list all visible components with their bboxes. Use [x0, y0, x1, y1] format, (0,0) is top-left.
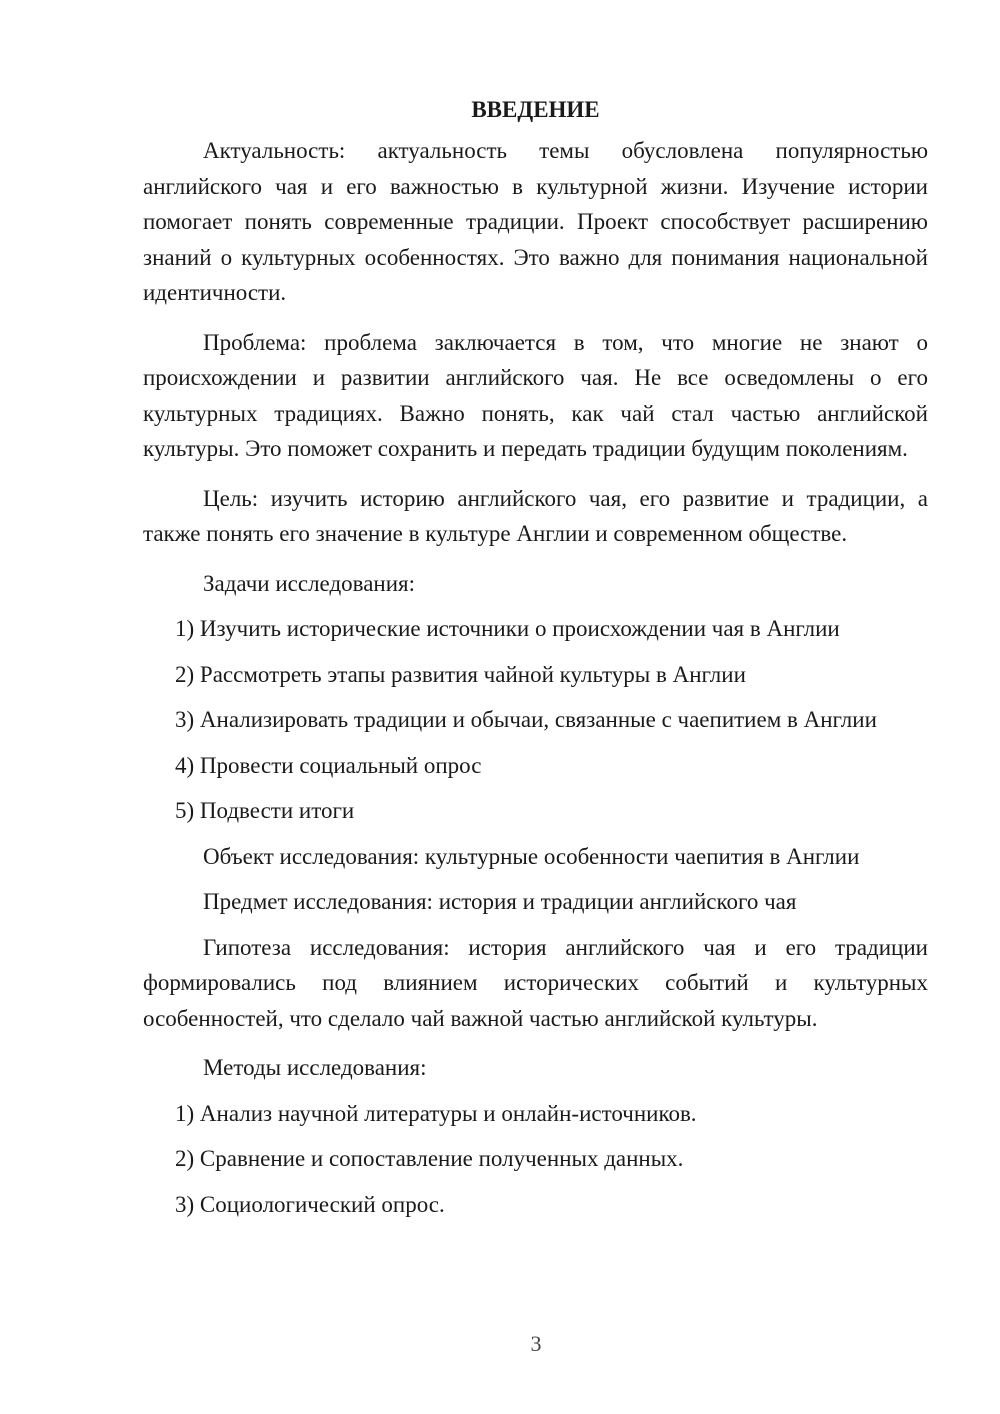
task-item: 1) Изучить исторические источники о происхождении чая в Англии [175, 616, 840, 641]
section-title: ВВЕДЕНИЕ [471, 97, 600, 122]
subject-line: Предмет исследования: история и традиции английского чая [203, 889, 797, 914]
hypothesis-paragraph: Гипотеза исследования: история английского чая и его традиции формировались под влиянием исторических событий и культурных особенностей, что сделало чай важной частью английской культуры. [143, 934, 928, 1031]
tasks-heading: Задачи исследования: [203, 570, 416, 596]
task-item: 4) Провести социальный опрос [175, 752, 482, 778]
goal-paragraph: Цель: изучить историю английского чая, его развитие и традиции, а также понять его значение в культуре Англии и современном обществе. [143, 485, 928, 546]
relevance-paragraph: Актуальность: актуальность темы обусловлена популярностью английского чая и его важностью в культурной жизни. Изучение истории помогает понять современные традиции. Проект способствует расширению знаний о культурных особенностях. Это важно для понимания национальной идентичности. [143, 138, 928, 305]
method-item: 1) Анализ научной литературы и онлайн-источников. [175, 1100, 697, 1126]
task-item: 2) Рассмотреть этапы развития чайной культуры в Англии [175, 661, 746, 687]
task-item: 3) Анализировать традиции и обычаи, связанные с чаепитием в Англии [175, 707, 877, 732]
task-item: 5) Подвести итоги [175, 798, 355, 823]
page-content [143, 92, 928, 1232]
method-item: 3) Социологический опрос. [175, 1191, 445, 1217]
page-number: 3 [530, 1331, 542, 1356]
object-line: Объект исследования: культурные особенности чаепития в Англии [203, 843, 860, 869]
problem-paragraph: Проблема: проблема заключается в том, что многие не знают о происхождении и развитии английского чая. Не все осведомлены о его культурных традициях. Важно понять, как чай стал частью английской культуры. Это поможет сохранить и передать традиции будущим поколениям. [143, 329, 928, 461]
methods-heading: Методы исследования: [203, 1055, 427, 1080]
method-item: 2) Сравнение и сопоставление полученных данных. [175, 1146, 684, 1171]
